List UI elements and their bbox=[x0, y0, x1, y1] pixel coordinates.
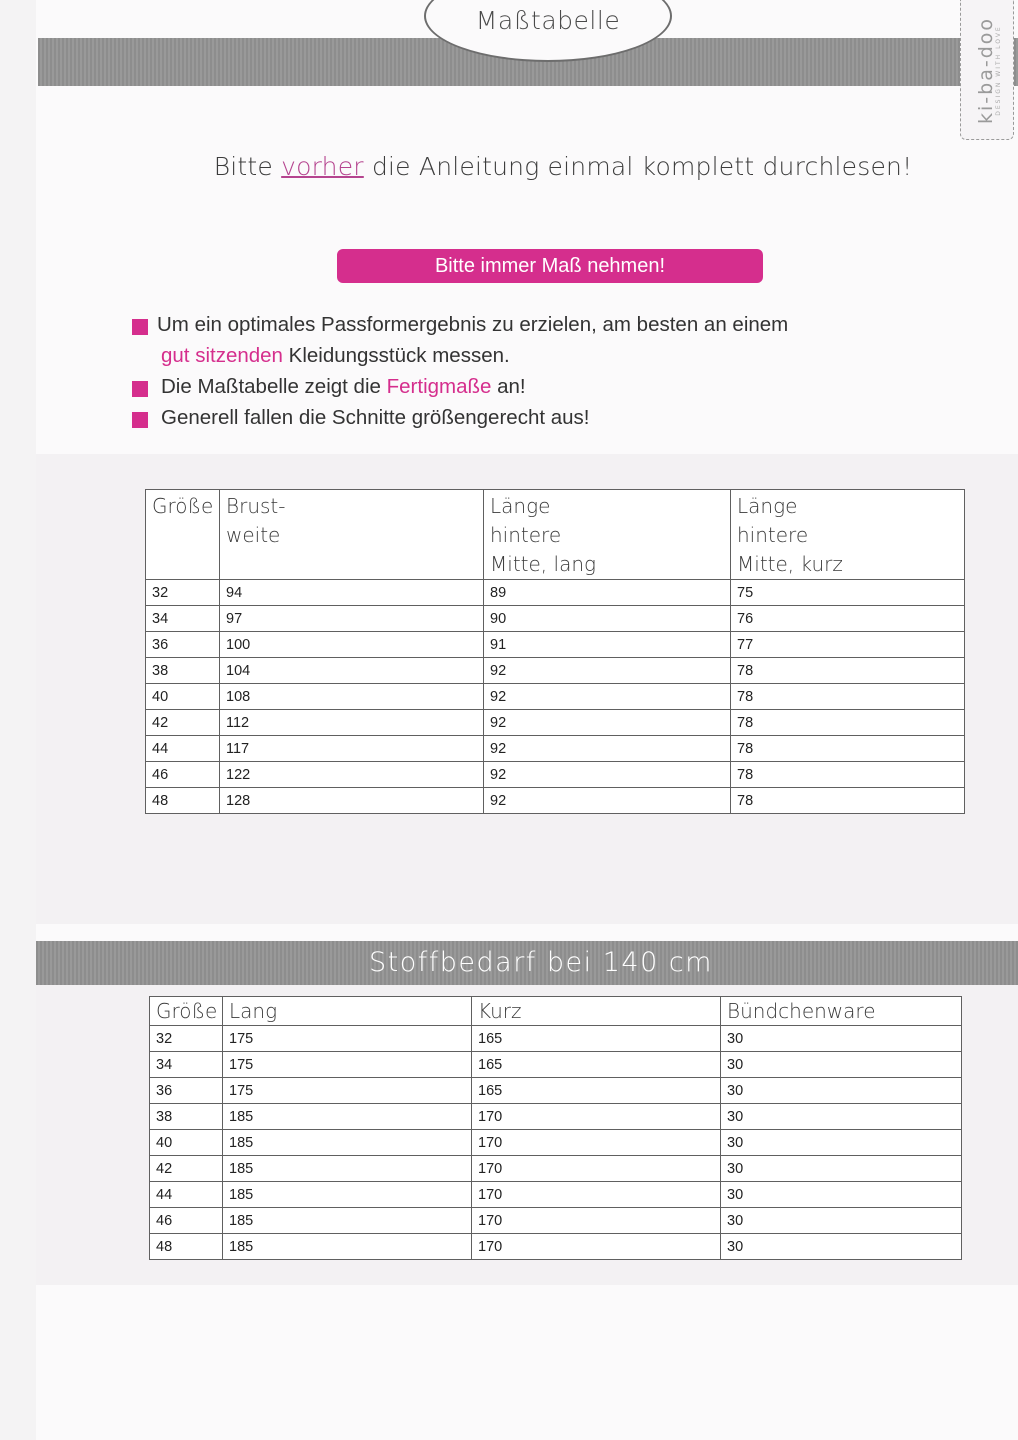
table-cell: 92 bbox=[484, 788, 731, 814]
table-cell: 78 bbox=[731, 788, 965, 814]
table-cell: 170 bbox=[472, 1182, 721, 1208]
table-cell: 170 bbox=[472, 1208, 721, 1234]
table-cell: 32 bbox=[146, 580, 220, 606]
table-cell: 30 bbox=[721, 1104, 962, 1130]
table-cell: 46 bbox=[150, 1208, 223, 1234]
table-row bbox=[146, 606, 965, 632]
table-cell: 78 bbox=[731, 684, 965, 710]
table-row bbox=[146, 736, 965, 762]
table-cell: 36 bbox=[150, 1078, 223, 1104]
table-cell: 128 bbox=[220, 788, 484, 814]
table-cell: 170 bbox=[472, 1234, 721, 1260]
table-row bbox=[146, 580, 965, 606]
table-cell: 112 bbox=[220, 710, 484, 736]
header-back-length-long: Länge hintere Mitte, lang bbox=[484, 490, 731, 580]
table-cell: 78 bbox=[731, 762, 965, 788]
bullet-square-icon bbox=[132, 412, 148, 428]
table-cell: 90 bbox=[484, 606, 731, 632]
table-cell: 185 bbox=[223, 1182, 472, 1208]
table-cell: 165 bbox=[472, 1026, 721, 1052]
table-cell: 108 bbox=[220, 684, 484, 710]
header-size: Größe bbox=[150, 997, 223, 1026]
table-cell: 30 bbox=[721, 1182, 962, 1208]
table-cell: 30 bbox=[721, 1130, 962, 1156]
table-cell: 46 bbox=[146, 762, 220, 788]
table-row bbox=[146, 788, 965, 814]
table-row bbox=[150, 1104, 962, 1130]
table-row bbox=[150, 1182, 962, 1208]
table-cell: 44 bbox=[150, 1182, 223, 1208]
emphasis-vorher: vorher bbox=[281, 152, 364, 181]
table-cell: 122 bbox=[220, 762, 484, 788]
table-row bbox=[150, 1078, 962, 1104]
table-cell: 185 bbox=[223, 1208, 472, 1234]
table-cell: 185 bbox=[223, 1130, 472, 1156]
bullet-square-icon bbox=[132, 381, 148, 397]
table-row bbox=[146, 684, 965, 710]
header-chest: Brust- weite bbox=[220, 490, 484, 580]
table-cell: 170 bbox=[472, 1104, 721, 1130]
table-cell: 48 bbox=[150, 1234, 223, 1260]
table-cell: 78 bbox=[731, 710, 965, 736]
table-row bbox=[150, 1026, 962, 1052]
table-cell: 34 bbox=[146, 606, 220, 632]
table-cell: 185 bbox=[223, 1234, 472, 1260]
table-cell: 104 bbox=[220, 658, 484, 684]
table-cell: 94 bbox=[220, 580, 484, 606]
page-title: Maßtabelle bbox=[475, 6, 621, 35]
table-cell: 170 bbox=[472, 1130, 721, 1156]
read-instructions-note: Bitte vorher die Anleitung einmal komplett durchlesen! bbox=[213, 152, 913, 181]
table-row bbox=[146, 658, 965, 684]
table-cell: 30 bbox=[721, 1078, 962, 1104]
table-cell: 92 bbox=[484, 736, 731, 762]
table-cell: 42 bbox=[150, 1156, 223, 1182]
table-header-row bbox=[146, 490, 965, 580]
fabric-table bbox=[149, 996, 962, 1260]
table-row bbox=[146, 632, 965, 658]
table-cell: 175 bbox=[223, 1078, 472, 1104]
table-row bbox=[150, 1208, 962, 1234]
bullet-square-icon bbox=[132, 319, 148, 335]
table-cell: 77 bbox=[731, 632, 965, 658]
table-cell: 117 bbox=[220, 736, 484, 762]
table-cell: 30 bbox=[721, 1156, 962, 1182]
brand-logo bbox=[960, 0, 1014, 140]
table-cell: 185 bbox=[223, 1104, 472, 1130]
table-row bbox=[150, 1052, 962, 1078]
table-row bbox=[146, 762, 965, 788]
measure-note-pill: Bitte immer Maß nehmen! bbox=[337, 249, 763, 283]
header-long: Lang bbox=[223, 997, 472, 1026]
table-cell: 92 bbox=[484, 710, 731, 736]
size-table bbox=[145, 489, 965, 814]
table-cell: 40 bbox=[146, 684, 220, 710]
table-cell: 165 bbox=[472, 1078, 721, 1104]
table-cell: 30 bbox=[721, 1234, 962, 1260]
page-edge bbox=[0, 0, 36, 1440]
table-row bbox=[150, 1130, 962, 1156]
table-cell: 30 bbox=[721, 1026, 962, 1052]
table-cell: 42 bbox=[146, 710, 220, 736]
table-cell: 36 bbox=[146, 632, 220, 658]
table-cell: 175 bbox=[223, 1026, 472, 1052]
header-short: Kurz bbox=[472, 997, 721, 1026]
table-cell: 91 bbox=[484, 632, 731, 658]
table-cell: 175 bbox=[223, 1052, 472, 1078]
table-cell: 30 bbox=[721, 1052, 962, 1078]
table-cell: 34 bbox=[150, 1052, 223, 1078]
table-header-row bbox=[150, 997, 962, 1026]
table-cell: 44 bbox=[146, 736, 220, 762]
table-row bbox=[150, 1156, 962, 1182]
brand-tagline: DESIGN WITH LOVE bbox=[994, 24, 1002, 116]
table-cell: 170 bbox=[472, 1156, 721, 1182]
table-cell: 92 bbox=[484, 684, 731, 710]
table-cell: 48 bbox=[146, 788, 220, 814]
table-cell: 32 bbox=[150, 1026, 223, 1052]
table-cell: 92 bbox=[484, 658, 731, 684]
table-cell: 38 bbox=[146, 658, 220, 684]
header-size: Größe bbox=[146, 490, 220, 580]
table-cell: 75 bbox=[731, 580, 965, 606]
header-back-length-short: Länge hintere Mitte, kurz bbox=[731, 490, 965, 580]
header-ribbing: Bündchenware bbox=[721, 997, 962, 1026]
table-cell: 100 bbox=[220, 632, 484, 658]
table-cell: 165 bbox=[472, 1052, 721, 1078]
table-row bbox=[146, 710, 965, 736]
table-cell: 89 bbox=[484, 580, 731, 606]
table-cell: 76 bbox=[731, 606, 965, 632]
brand-name: ki-ba-doo bbox=[974, 16, 997, 124]
table-cell: 40 bbox=[150, 1130, 223, 1156]
table-cell: 78 bbox=[731, 658, 965, 684]
table-cell: 92 bbox=[484, 762, 731, 788]
table-cell: 30 bbox=[721, 1208, 962, 1234]
table-cell: 97 bbox=[220, 606, 484, 632]
table-cell: 78 bbox=[731, 736, 965, 762]
table-cell: 185 bbox=[223, 1156, 472, 1182]
fabric-title: Stoffbedarf bei 140 cm bbox=[369, 947, 713, 978]
table-row bbox=[150, 1234, 962, 1260]
table-cell: 38 bbox=[150, 1104, 223, 1130]
